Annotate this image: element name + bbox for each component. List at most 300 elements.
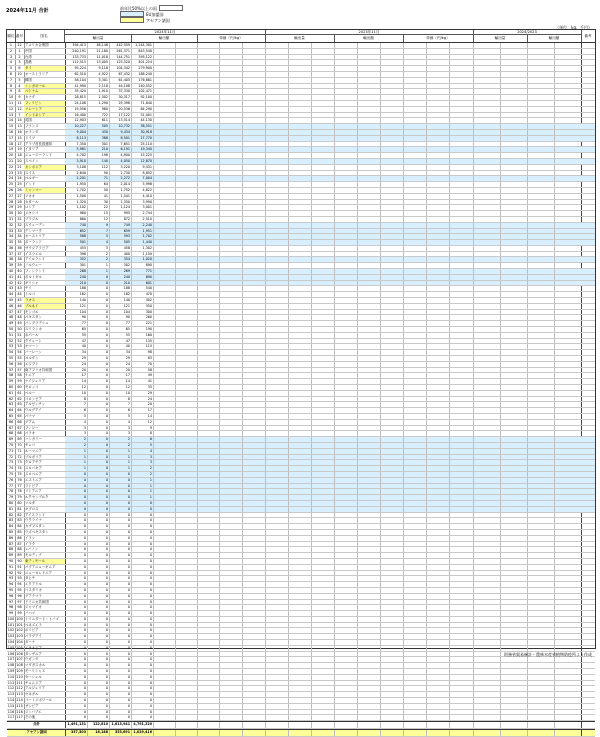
row-number: 102 [15, 628, 25, 633]
grid-line [554, 165, 555, 170]
grid-line [380, 576, 381, 581]
grid-line [473, 118, 474, 123]
column-block [265, 507, 474, 512]
grid-line [265, 391, 266, 396]
column-block [265, 223, 474, 228]
grid-line [197, 704, 198, 709]
grid-line [473, 420, 474, 425]
grid-line [426, 553, 427, 558]
grid-line [527, 211, 528, 216]
grid-line [500, 304, 501, 309]
grid-line [527, 223, 528, 228]
grid-line [357, 686, 358, 691]
grid-line [219, 704, 220, 709]
grid-line [153, 524, 154, 529]
grid-line [357, 715, 358, 720]
grid-line [334, 698, 335, 703]
grid-line [334, 634, 335, 639]
grid-line [380, 269, 381, 274]
grid-line [500, 60, 501, 65]
grid-line [153, 710, 154, 715]
column-block [581, 420, 595, 425]
grid-line [334, 385, 335, 390]
table-cell: 0 [83, 628, 86, 633]
column-block [265, 101, 474, 106]
table-cell: 0 [105, 628, 108, 633]
grid-line [197, 298, 198, 303]
column-block [265, 722, 474, 728]
grid-line [473, 304, 474, 309]
grid-line [197, 397, 198, 402]
table-cell: 144,751 [116, 54, 130, 59]
table-cell: 0 [105, 396, 108, 401]
grid-line [403, 704, 404, 709]
grid-line [334, 107, 335, 112]
grid-line [380, 84, 381, 89]
grid-line [527, 60, 528, 65]
grid-line [426, 49, 427, 54]
grid-line [473, 730, 474, 736]
column-block [581, 565, 595, 570]
grid-line [449, 269, 450, 274]
table-cell: 0 [105, 489, 108, 494]
grid-line [265, 182, 266, 187]
country-name: イラク [24, 542, 66, 547]
grid-line [242, 565, 243, 570]
column-block [581, 130, 595, 135]
grid-line [500, 89, 501, 94]
grid-line [288, 710, 289, 715]
grid-line [153, 553, 154, 558]
grid-line [357, 176, 358, 181]
row-rank: 78 [7, 489, 16, 494]
table-cell: 388 [101, 135, 108, 140]
grid-line [473, 142, 474, 147]
grid-line [311, 315, 312, 320]
table-cell: 301 [101, 141, 108, 146]
grid-line [403, 489, 404, 494]
country-name: フィリピン [24, 101, 66, 106]
grid-line [265, 229, 266, 234]
grid-line [265, 426, 266, 431]
grid-line [357, 171, 358, 176]
row-number: 112 [15, 686, 25, 691]
row-number: 106 [15, 652, 25, 657]
country-name: モンゴル [24, 310, 66, 315]
table-cell: 10,732 [118, 124, 130, 129]
grid-line [357, 437, 358, 442]
grid-line [380, 310, 381, 315]
column-block [581, 478, 595, 483]
grid-line [219, 200, 220, 205]
row-number: 90 [15, 559, 25, 564]
grid-line [473, 536, 474, 541]
table-cell: 0 [149, 558, 152, 563]
grid-line [473, 501, 474, 506]
grid-line [153, 165, 154, 170]
country-name: ロシア [24, 205, 66, 210]
grid-line [242, 715, 243, 720]
grid-line [380, 657, 381, 662]
grid-line [153, 113, 154, 118]
grid-line [242, 66, 243, 71]
table-cell: 3,990 [142, 199, 152, 204]
grid-line [357, 571, 358, 576]
table-cell: 505 [101, 124, 108, 129]
grid-line [403, 153, 404, 158]
table-cell: 0 [127, 541, 130, 546]
grid-line [197, 431, 198, 436]
column-block [581, 101, 595, 106]
row-number: 100 [15, 617, 25, 622]
grid-line [265, 611, 266, 616]
table-cell: 19,556 [74, 106, 86, 111]
grid-line [219, 501, 220, 506]
grid-line [265, 368, 266, 373]
column-block [581, 362, 595, 367]
grid-line [153, 686, 154, 691]
grid-line [380, 652, 381, 657]
grid-line [175, 315, 176, 320]
table-cell: 71 [103, 176, 108, 181]
grid-line [449, 43, 450, 48]
column-block [581, 211, 595, 216]
grid-line [219, 542, 220, 547]
grid-line [311, 200, 312, 205]
grid-line [197, 281, 198, 286]
grid-line [242, 675, 243, 680]
grid-line [242, 205, 243, 210]
country-name: ウクライナ [24, 518, 66, 523]
grid-line [473, 176, 474, 181]
grid-line [197, 153, 198, 158]
grid-line [449, 397, 450, 402]
grid-line [426, 153, 427, 158]
grid-line [197, 229, 198, 234]
grid-line [334, 136, 335, 141]
grid-line [554, 95, 555, 100]
table-cell: 0 [105, 616, 108, 621]
grid-line [473, 431, 474, 436]
grid-line [153, 72, 154, 77]
grid-line [527, 298, 528, 303]
grid-line [153, 182, 154, 187]
table-cell: 20 [147, 402, 152, 407]
row-number: 15 [15, 136, 25, 141]
country-name: フランス [24, 124, 66, 129]
table-cell: 5 [149, 442, 152, 447]
country-name: タイ [24, 66, 66, 71]
grid-line [380, 397, 381, 402]
grid-line [500, 182, 501, 187]
grid-line [449, 669, 450, 674]
country-name: マカオ [24, 194, 66, 199]
header-export-3: 輸出量 [473, 34, 528, 42]
grid-line [153, 484, 154, 489]
grid-line [288, 466, 289, 471]
grid-line [334, 234, 335, 239]
table-cell: 2 [127, 437, 130, 442]
grid-line [357, 501, 358, 506]
grid-line [426, 478, 427, 483]
grid-line [527, 49, 528, 54]
grid-line [500, 617, 501, 622]
grid-line [242, 449, 243, 454]
grid-line [311, 304, 312, 309]
country-name: モルディブ [24, 553, 66, 558]
grid-line [426, 565, 427, 570]
grid-line [449, 252, 450, 257]
grid-line [311, 472, 312, 477]
grid-line [426, 657, 427, 662]
country-name: パキスタン [24, 315, 66, 320]
column-block [581, 431, 595, 436]
grid-line [554, 391, 555, 396]
table-cell: 44,108 [118, 83, 130, 88]
table-cell: 17 [81, 373, 86, 378]
grid-line [242, 101, 243, 106]
grid-line [197, 698, 198, 703]
country-name: ヨルダン [24, 356, 66, 361]
grid-line [175, 455, 176, 460]
grid-line [527, 234, 528, 239]
row-number: 37 [15, 252, 25, 257]
grid-line [527, 582, 528, 587]
grid-line [153, 362, 154, 367]
grid-line [527, 437, 528, 442]
grid-line [357, 472, 358, 477]
country-name: アイルランド [24, 257, 66, 262]
column-block [581, 72, 595, 77]
country-name: オーストリア [24, 234, 66, 239]
grid-line [197, 84, 198, 89]
grid-line [265, 489, 266, 494]
grid-line [153, 200, 154, 205]
row-rank: 44 [7, 292, 16, 297]
grid-line [242, 640, 243, 645]
table-cell: 395,122 [138, 54, 152, 59]
grid-line [500, 730, 501, 736]
grid-line [175, 478, 176, 483]
grid-line [380, 565, 381, 570]
grid-line [500, 84, 501, 89]
grid-line [219, 304, 220, 309]
grid-line [527, 692, 528, 697]
country-name: ウルグアイ [24, 408, 66, 413]
table-cell: 24 [125, 361, 130, 366]
grid-line [527, 43, 528, 48]
grid-line [527, 715, 528, 720]
grid-line [153, 205, 154, 210]
row-rank: 71 [7, 449, 16, 454]
grid-line [175, 136, 176, 141]
grid-line [311, 130, 312, 135]
grid-line [288, 171, 289, 176]
grid-line [357, 478, 358, 483]
table-cell: 2,201 [76, 176, 86, 181]
grid-line [311, 478, 312, 483]
grid-line [554, 217, 555, 222]
grid-line [153, 136, 154, 141]
table-cell: 261,371 [116, 48, 130, 53]
grid-line [357, 72, 358, 77]
table-cell: 0 [105, 506, 108, 511]
grid-line [380, 443, 381, 448]
grid-line [334, 304, 335, 309]
grid-line [153, 373, 154, 378]
grid-line [500, 130, 501, 135]
grid-line [403, 385, 404, 390]
grid-line [403, 269, 404, 274]
grid-line [500, 368, 501, 373]
row-number: 89 [15, 553, 25, 558]
grid-line [426, 72, 427, 77]
column-block [265, 356, 474, 361]
table-cell: 0 [105, 576, 108, 581]
grid-line [334, 55, 335, 60]
grid-line [473, 460, 474, 465]
grid-line [449, 402, 450, 407]
grid-line [500, 611, 501, 616]
grid-line [219, 298, 220, 303]
grid-line [334, 600, 335, 605]
grid-line [265, 547, 266, 552]
grid-line [175, 333, 176, 338]
grid-line [334, 176, 335, 181]
grid-line [175, 460, 176, 465]
row-rank: 112 [7, 686, 15, 691]
grid-line [175, 704, 176, 709]
grid-line [554, 379, 555, 384]
grid-line [527, 107, 528, 112]
table-cell: 25,110 [140, 141, 152, 146]
grid-line [500, 623, 501, 628]
country-name: マダガスカル [24, 663, 66, 668]
grid-line [288, 605, 289, 610]
column-block [265, 530, 474, 535]
grid-line [219, 113, 220, 118]
grid-line [449, 559, 450, 564]
table-cell: 133,733 [72, 54, 86, 59]
table-cell: 0 [149, 640, 152, 645]
grid-line [449, 518, 450, 523]
column-block [581, 188, 595, 193]
grid-line [473, 223, 474, 228]
grid-line [426, 628, 427, 633]
grid-line [380, 489, 381, 494]
grid-line [242, 663, 243, 668]
grid-line [527, 484, 528, 489]
grid-line [311, 559, 312, 564]
grid-line [219, 327, 220, 332]
grid-line [380, 200, 381, 205]
table-cell: 140,552 [138, 83, 152, 88]
grid-line [500, 536, 501, 541]
grid-line [175, 391, 176, 396]
grid-line [311, 628, 312, 633]
column-block [265, 495, 474, 500]
table-cell: 0 [127, 518, 130, 523]
grid-line [426, 426, 427, 431]
grid-line [380, 142, 381, 147]
grid-line [153, 623, 154, 628]
total-label: 合計 [7, 722, 66, 728]
table-cell: 0 [83, 587, 86, 592]
grid-line [403, 234, 404, 239]
grid-line [175, 420, 176, 425]
grid-line [334, 704, 335, 709]
table-cell: 0 [105, 327, 108, 332]
grid-line [380, 675, 381, 680]
grid-line [403, 443, 404, 448]
table-cell: 0 [83, 692, 86, 697]
grid-line [449, 686, 450, 691]
row-number: 6 [15, 66, 25, 71]
grid-line [153, 350, 154, 355]
table-cell: 0 [83, 622, 86, 627]
grid-line [288, 43, 289, 48]
grid-line [473, 339, 474, 344]
table-cell: 740 [79, 222, 86, 227]
grid-line [449, 524, 450, 529]
grid-line [449, 182, 450, 187]
grid-line [380, 304, 381, 309]
table-cell: 0 [83, 500, 86, 505]
grid-line [554, 78, 555, 83]
grid-line [265, 176, 266, 181]
column-block [581, 142, 595, 147]
table-cell: 0 [127, 680, 130, 685]
row-rank: 61 [7, 391, 16, 396]
column-block [265, 559, 474, 564]
grid-line [473, 663, 474, 668]
grid-line [449, 710, 450, 715]
table-cell: 269 [123, 269, 130, 274]
grid-line [449, 362, 450, 367]
table-cell: 400 [123, 251, 130, 256]
grid-line [500, 547, 501, 552]
grid-line [334, 153, 335, 158]
grid-line [311, 89, 312, 94]
row-rank: 25 [7, 182, 16, 187]
grid-line [554, 617, 555, 622]
column-block [265, 344, 474, 349]
table-cell: 0 [127, 512, 130, 517]
grid-line [197, 356, 198, 361]
column-block [265, 281, 474, 286]
column-block [265, 414, 474, 419]
grid-line [426, 391, 427, 396]
grid-line [357, 147, 358, 152]
grid-line [403, 211, 404, 216]
column-block [581, 466, 595, 471]
table-cell: 0 [127, 524, 130, 529]
grid-line [219, 431, 220, 436]
grid-line [197, 513, 198, 518]
grid-line [288, 698, 289, 703]
grid-line [242, 229, 243, 234]
grid-line [449, 327, 450, 332]
grid-line [500, 565, 501, 570]
country-name: オマーン [24, 344, 66, 349]
grid-line [175, 542, 176, 547]
table-cell: 0 [105, 500, 108, 505]
grid-line [197, 408, 198, 413]
grid-line [403, 356, 404, 361]
row-number: 40 [15, 269, 25, 274]
grid-line [175, 263, 176, 268]
grid-line [197, 66, 198, 71]
